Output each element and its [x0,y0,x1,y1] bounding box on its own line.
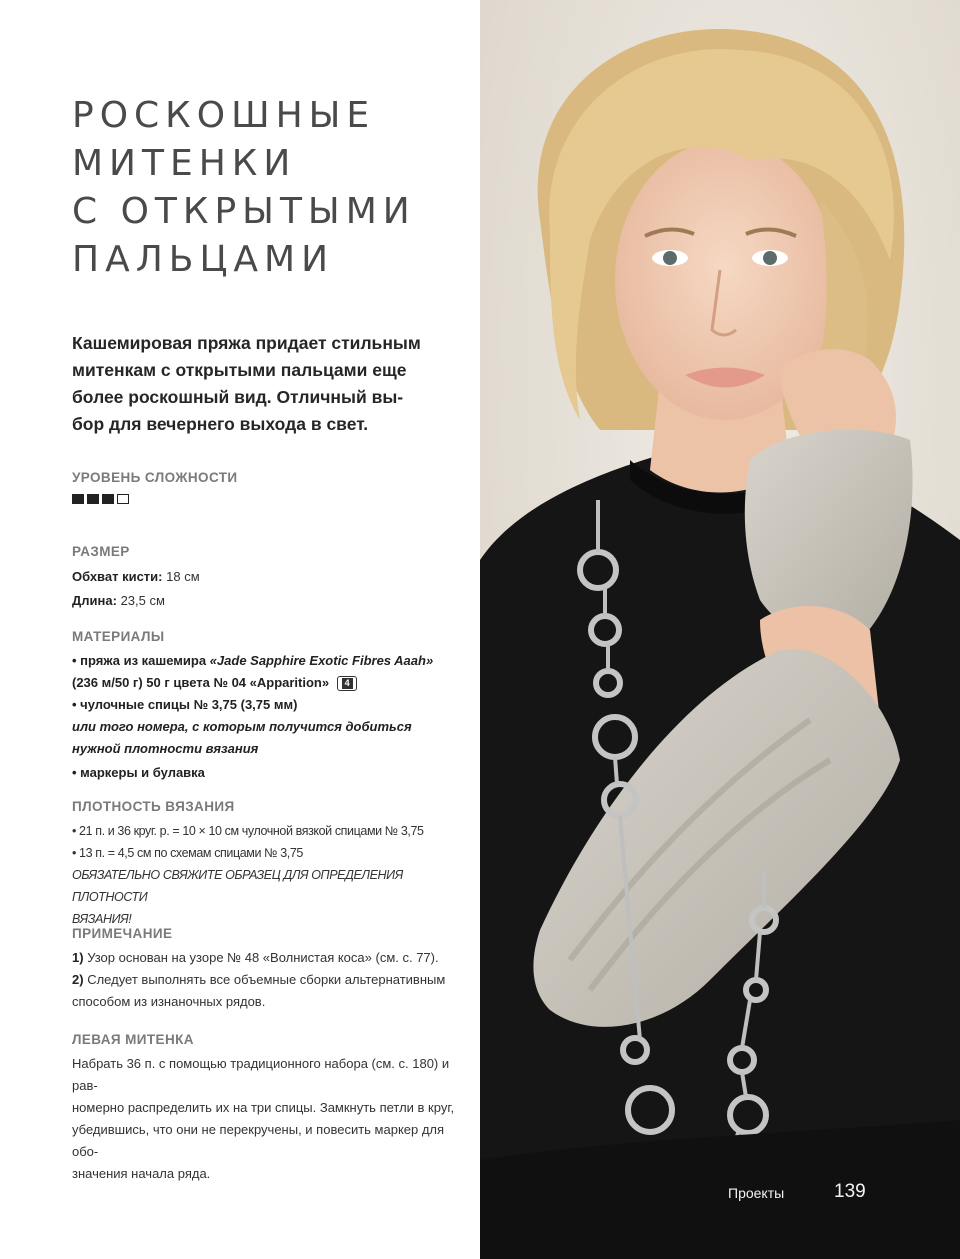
gauge-warning: ВЯЗАНИЯ! [72,912,132,926]
left-mitt-line: значения начала ряда. [72,1166,211,1181]
note-section [72,925,472,1013]
materials-needles: • чулочные спицы № 3,75 (3,75 мм) [72,697,298,712]
size-length [72,590,472,612]
note-heading: ПРИМЕЧАНИЕ [72,926,173,941]
materials-markers: • маркеры и булавка [72,765,205,780]
materials-yarn-details [72,672,472,694]
left-mitt-line: убедившись, что они не перекручены, и повесить маркер для обо- [72,1122,445,1159]
page-number: 139 [834,1181,866,1202]
title-line: ПАЛЬЦАМИ [72,239,335,280]
left-mitt-heading: ЛЕВАЯ МИТЕНКА [72,1032,194,1047]
title-line: С ОТКРЫТЫМИ [72,191,416,232]
difficulty-box-empty [117,494,129,504]
intro-line: Кашемировая пряжа придает стильным [72,333,421,353]
intro-paragraph [72,330,472,438]
model-illustration [480,0,960,1259]
footer-section-label: Проекты [728,1185,785,1201]
intro-line: более роскошный вид. Отличный вы- [72,387,404,407]
yarn-weight-icon [337,676,357,691]
left-iris [663,251,677,265]
title-line: МИТЕНКИ [72,143,297,184]
title-line: РОСКОШНЫЕ [72,95,376,136]
note-item [72,969,472,991]
gauge-warning: ОБЯЗАТЕЛЬНО СВЯЖИТЕ ОБРАЗЕЦ ДЛЯ ОПРЕДЕЛЕНИЯ ПЛОТНОСТИ [72,868,403,904]
right-iris [763,251,777,265]
size-wrist-label: Обхват кисти: [72,569,163,584]
size-length-label: Длина: [72,593,117,608]
size-section [72,543,472,612]
page-title [72,92,472,284]
materials-yarn [72,650,472,672]
gauge-line: • 21 п. и 36 круг. р. = 10 × 10 см чулочной вязкой спицами № 3,75 [72,824,424,838]
note-number: 2) [72,972,84,987]
note-item [72,947,472,969]
left-mitt-line: Набрать 36 п. с помощью традиционного набора (см. с. 180) и рав- [72,1056,450,1093]
materials-heading: МАТЕРИАЛЫ [72,629,165,644]
note-text-cont: способом из изнаночных рядов. [72,994,266,1009]
materials-section [72,628,472,784]
yarn-details: (236 м/50 г) 50 г цвета № 04 «Apparition» [72,675,330,690]
difficulty-section [72,469,472,504]
yarn-weight-number: 4 [342,678,353,689]
yarn-prefix: • пряжа из кашемира [72,653,210,668]
gauge-section [72,798,472,930]
difficulty-indicator [72,494,472,504]
note-text: Узор основан на узоре № 48 «Волнистая коса» (см. с. 77). [87,950,439,965]
size-heading: РАЗМЕР [72,544,130,559]
size-wrist [72,566,472,588]
difficulty-box-filled [87,494,99,504]
size-wrist-value: 18 см [166,569,200,584]
left-mitt-section [72,1031,472,1185]
materials-needles-alt: нужной плотности вязания [72,741,259,756]
difficulty-box-filled [72,494,84,504]
gauge-heading: ПЛОТНОСТЬ ВЯЗАНИЯ [72,799,235,814]
gauge-line: • 13 п. = 4,5 см по схемам спицами № 3,75 [72,846,303,860]
difficulty-box-filled [102,494,114,504]
difficulty-heading: УРОВЕНЬ СЛОЖНОСТИ [72,470,238,485]
model-photo [480,0,960,1259]
left-mitt-line: номерно распределить их на три спицы. Замкнуть петли в круг, [72,1100,455,1115]
materials-needles-alt: или того номера, с которым получится добиться [72,719,412,734]
size-length-value: 23,5 см [120,593,165,608]
intro-line: бор для вечернего выхода в свет. [72,414,369,434]
note-text: Следует выполнять все объемные сборки альтернативным [87,972,446,987]
yarn-name: «Jade Sapphire Exotic Fibres Aaah» [209,653,434,668]
note-number: 1) [72,950,84,965]
intro-line: митенкам с открытыми пальцами еще [72,360,407,380]
